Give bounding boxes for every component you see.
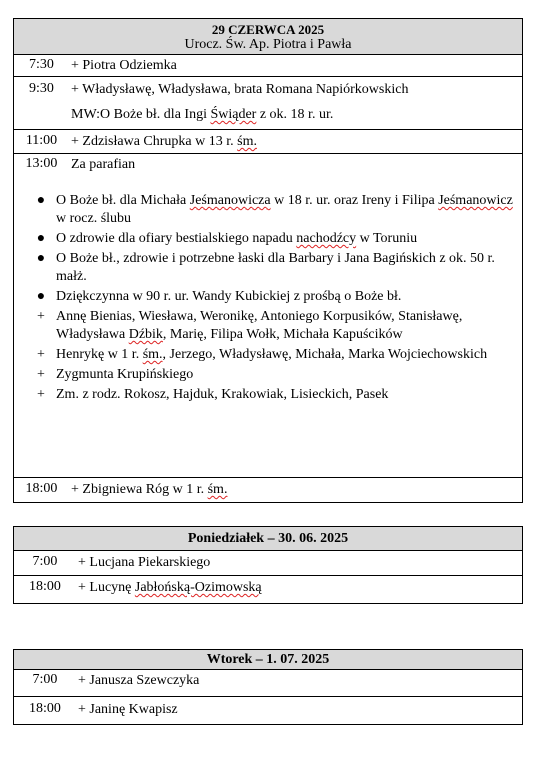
text-part: , Jerzego, Władysławę, Michała, Marka Wojciechowskich [162,347,488,362]
spellcheck-word: Świąder [210,107,257,122]
spellcheck-word: śm. [142,347,163,362]
text-part: , Marię, Filipa Wołk, Michała Kapuścików [162,327,403,342]
plus-marker: + [37,347,45,362]
mass-intention: + Lucjana Piekarskiego [78,555,211,570]
mass-intention [78,579,516,597]
mass-intention [71,481,516,499]
text-part: w Toruniu [356,231,418,246]
monday-header: Poniedziałek – 30. 06. 2025 [14,527,522,551]
mass-intention: + Janinę Kwapisz [78,702,178,717]
mass-row-1300 [14,154,522,478]
text-part: + Zbigniewa Róg w 1 r. [71,482,208,497]
sunday-feast-name: Urocz. Św. Ap. Piotra i Pawła [184,37,352,52]
intention-item [34,308,514,344]
mass-time: 18:00 [29,579,61,594]
mass-intention: + Piotra Odziemka [71,58,177,73]
intention-item [34,288,514,306]
sunday-table [13,18,523,503]
text-part: Henrykę w 1 r. [56,347,143,362]
mass-time: 7:00 [32,672,58,687]
intention-item [34,386,514,404]
intentions-list [34,192,514,406]
mass-time: 7:00 [32,554,58,569]
mass-row-1800 [14,576,522,603]
plus-marker: + [37,367,45,382]
sunday-date-title: 29 CZERWCA 2025 [211,22,325,37]
text-part: Zm. z rodz. Rokosz, Hajduk, Krakowiak, Lisieckich, Pasek [56,387,389,402]
mass-title: Za parafian [71,157,136,172]
spellcheck-word: nachodźcy [296,231,357,246]
monday-table [13,526,523,604]
spellcheck-word: śm. [207,482,228,497]
text-part: + Lucynę [78,580,135,595]
mass-time: 9:30 [29,81,54,96]
intention-item [34,192,514,228]
text-part: w rocz. ślubu [56,211,132,226]
mass-intention [71,133,516,151]
bullet-marker: ● [36,193,46,208]
text-part: z ok. 18 r. ur. [256,107,334,122]
text-part: w 18 r. ur. oraz Ireny i Filipa [270,193,439,208]
mass-row-1800 [14,478,522,502]
intention-item [34,230,514,248]
mass-row-1800 [14,697,522,724]
text-part: Annę Bienias, Wiesława, Weronikę, Antoniego Korpusików, Stanisławę, Władysława [56,309,463,342]
spellcheck-word: Jeśmanowicz [438,193,513,208]
bullet-marker: ● [36,289,46,304]
mass-row-0700 [14,551,522,576]
intention-item [34,250,514,286]
bullet-marker: ● [36,231,46,246]
mass-time: 18:00 [25,481,58,496]
mass-intention: + Janusza Szewczyka [78,673,200,688]
text-part: O Boże bł. dla Michała [56,193,190,208]
mass-time: 18:00 [29,701,61,716]
text-part: + Zdzisława Chrupka w 13 r. [71,134,238,149]
mass-time: 7:30 [29,57,54,72]
sunday-header [14,19,522,55]
intention-item [34,346,514,364]
text-part: Zygmunta Krupińskiego [56,367,194,382]
spellcheck-word: śm. [237,134,257,149]
text-part: O Boże bł., zdrowie i potrzebne łaski dla Barbary i Jana Bagińskich z ok. 50 r. małż. [56,251,495,284]
mass-row-0930 [14,77,522,130]
mass-time: 13:00 [25,156,58,171]
mass-intention: + Władysławę, Władysława, brata Romana Napiórkowskich [71,82,409,97]
text-part: MW:O Boże bł. dla Ingi [71,107,211,122]
text-part: Dziękczynna w 90 r. ur. Wandy Kubickiej z prośbą o Boże bł. [56,289,402,304]
tuesday-header: Wtorek – 1. 07. 2025 [14,650,522,670]
intention-item [34,366,514,384]
text-part: O zdrowie dla ofiary bestialskiego napadu [56,231,297,246]
plus-marker: + [37,387,45,402]
spellcheck-word: Dźbik [128,327,163,342]
mass-row-0730 [14,55,522,77]
spellcheck-word: Jeśmanowicza [189,193,271,208]
spellcheck-word: Jabłońską-Ozimowską [134,580,262,595]
mass-row-0700 [14,670,522,697]
tuesday-table [13,649,523,725]
bullet-marker: ● [36,251,46,266]
mass-row-1100 [14,130,522,154]
plus-marker: + [37,309,45,324]
mass-intention-mw [71,106,516,124]
mass-time: 11:00 [25,133,58,148]
